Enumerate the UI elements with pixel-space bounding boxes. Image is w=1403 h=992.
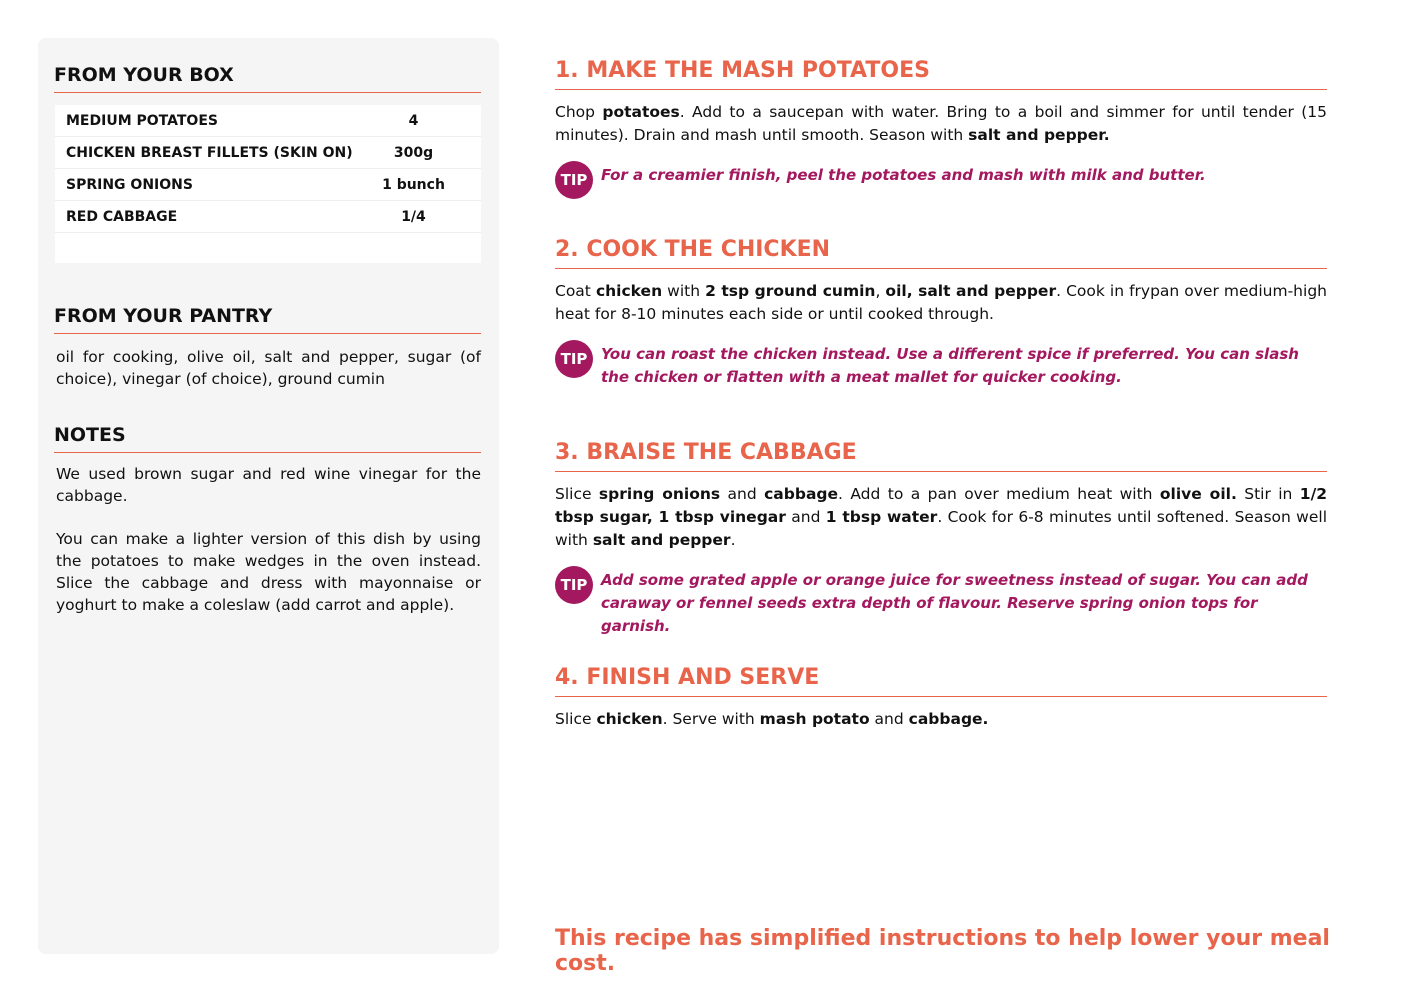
tip (555, 566, 1327, 638)
step-2 (555, 237, 1327, 389)
ingredient-name: SPRING ONIONS (66, 176, 193, 193)
tip-badge: TIP (555, 340, 593, 378)
step-text-bold: 1 tbsp water (825, 508, 938, 526)
tip-text: For a creamier finish, peel the potatoes and mash with milk and butter. (601, 166, 1206, 184)
step-text-run: Coat (555, 282, 596, 300)
tip-badge: TIP (555, 566, 593, 604)
step-text-bold: cabbage. (908, 710, 989, 728)
step-1 (555, 58, 1327, 199)
step-text-bold: chicken (596, 710, 663, 728)
step-3 (555, 440, 1327, 638)
step-heading: 1. MAKE THE MASH POTATOES (555, 58, 1327, 90)
footer-note: This recipe has simplified instructions to help lower your meal cost. (555, 926, 1330, 976)
step-text (555, 280, 1327, 326)
ingredient-name: RED CABBAGE (66, 208, 178, 225)
step-text-run: . Cook for 6-8 minutes until softened. Season well with (555, 508, 1327, 549)
step-text (555, 101, 1327, 147)
ingredient-row-empty (55, 233, 481, 264)
from-your-box-heading: FROM YOUR BOX (54, 64, 481, 93)
tip-text: You can roast the chicken instead. Use a different spice if preferred. You can slash the chicken or flatten with a meat mallet for quicker cooking. (601, 345, 1299, 386)
ingredient-name: MEDIUM POTATOES (66, 112, 218, 129)
step-text-bold: spring onions (598, 485, 721, 503)
notes-paragraph: We used brown sugar and red wine vinegar for the cabbage. (56, 465, 481, 505)
step-text-run: . Add to a saucepan with water. Bring to a boil and simmer for until tender (15 minutes). Drain and mash until smooth. Season with (555, 103, 1327, 144)
step-text-bold: chicken (595, 282, 663, 300)
step-text-bold: olive oil. (1159, 485, 1237, 503)
step-text (555, 483, 1327, 552)
step-text-run: . (730, 531, 736, 549)
step-text-run: , (875, 282, 886, 300)
step-text-run: . Add to a pan over medium heat with (838, 485, 1160, 503)
tip (555, 340, 1327, 389)
step-text-run: and (869, 710, 909, 728)
step-text-run: with (662, 282, 706, 300)
ingredient-qty: 4 (408, 112, 419, 129)
step-text-bold: mash potato (759, 710, 870, 728)
step-text-run: Chop (555, 103, 603, 121)
step-text-run: Slice (555, 710, 597, 728)
tip (555, 161, 1327, 199)
step-text (555, 708, 1327, 731)
step-text-bold: 1/2 tbsp sugar, 1 tbsp vinegar (555, 485, 1328, 526)
step-heading: 3. BRAISE THE CABBAGE (555, 440, 1327, 472)
ingredient-name: CHICKEN BREAST FILLETS (SKIN ON) (66, 144, 353, 161)
step-text-bold: salt and pepper. (968, 126, 1110, 144)
step-text-bold: salt and pepper (592, 531, 731, 549)
ingredients-table (55, 105, 481, 263)
pantry-heading: FROM YOUR PANTRY (54, 305, 481, 334)
pantry-text: oil for cooking, olive oil, salt and pepper, sugar (of choice), vinegar (of choice), ground cumin (56, 348, 481, 388)
notes-heading: NOTES (54, 424, 481, 453)
step-text-run: and (785, 508, 826, 526)
step-text-bold: potatoes (602, 103, 680, 121)
step-4 (555, 665, 1327, 731)
ingredient-row (55, 169, 481, 201)
step-text-run: and (720, 485, 765, 503)
step-text-run: Stir in (1236, 485, 1300, 503)
step-text-bold: cabbage (764, 485, 839, 503)
ingredients-panel (38, 38, 499, 954)
step-text-run: Slice (555, 485, 599, 503)
step-heading: 2. COOK THE CHICKEN (555, 237, 1327, 269)
step-heading: 4. FINISH AND SERVE (555, 665, 1327, 697)
ingredient-qty: 1/4 (401, 208, 426, 225)
step-text-run: . Cook in frypan over medium-high heat for 8-10 minutes each side or until cooked through. (555, 282, 1327, 323)
notes-paragraph: You can make a lighter version of this dish by using the potatoes to make wedges in the oven instead. Slice the cabbage and dress with mayonnaise or yoghurt to make a coleslaw (add carrot and apple). (56, 530, 481, 614)
ingredient-row (55, 105, 481, 137)
ingredient-row (55, 201, 481, 233)
step-text-run: . Serve with (662, 710, 760, 728)
ingredient-qty: 1 bunch (382, 176, 445, 193)
tip-text: Add some grated apple or orange juice for sweetness instead of sugar. You can add caraway or fennel seeds extra depth of flavour. Reserve spring onion tops for garnish. (601, 571, 1308, 635)
ingredient-qty: 300g (393, 144, 434, 161)
ingredient-row (55, 137, 481, 169)
tip-badge: TIP (555, 161, 593, 199)
step-text-bold: 2 tsp ground cumin (705, 282, 876, 300)
step-text-bold: oil, salt and pepper (885, 282, 1057, 300)
